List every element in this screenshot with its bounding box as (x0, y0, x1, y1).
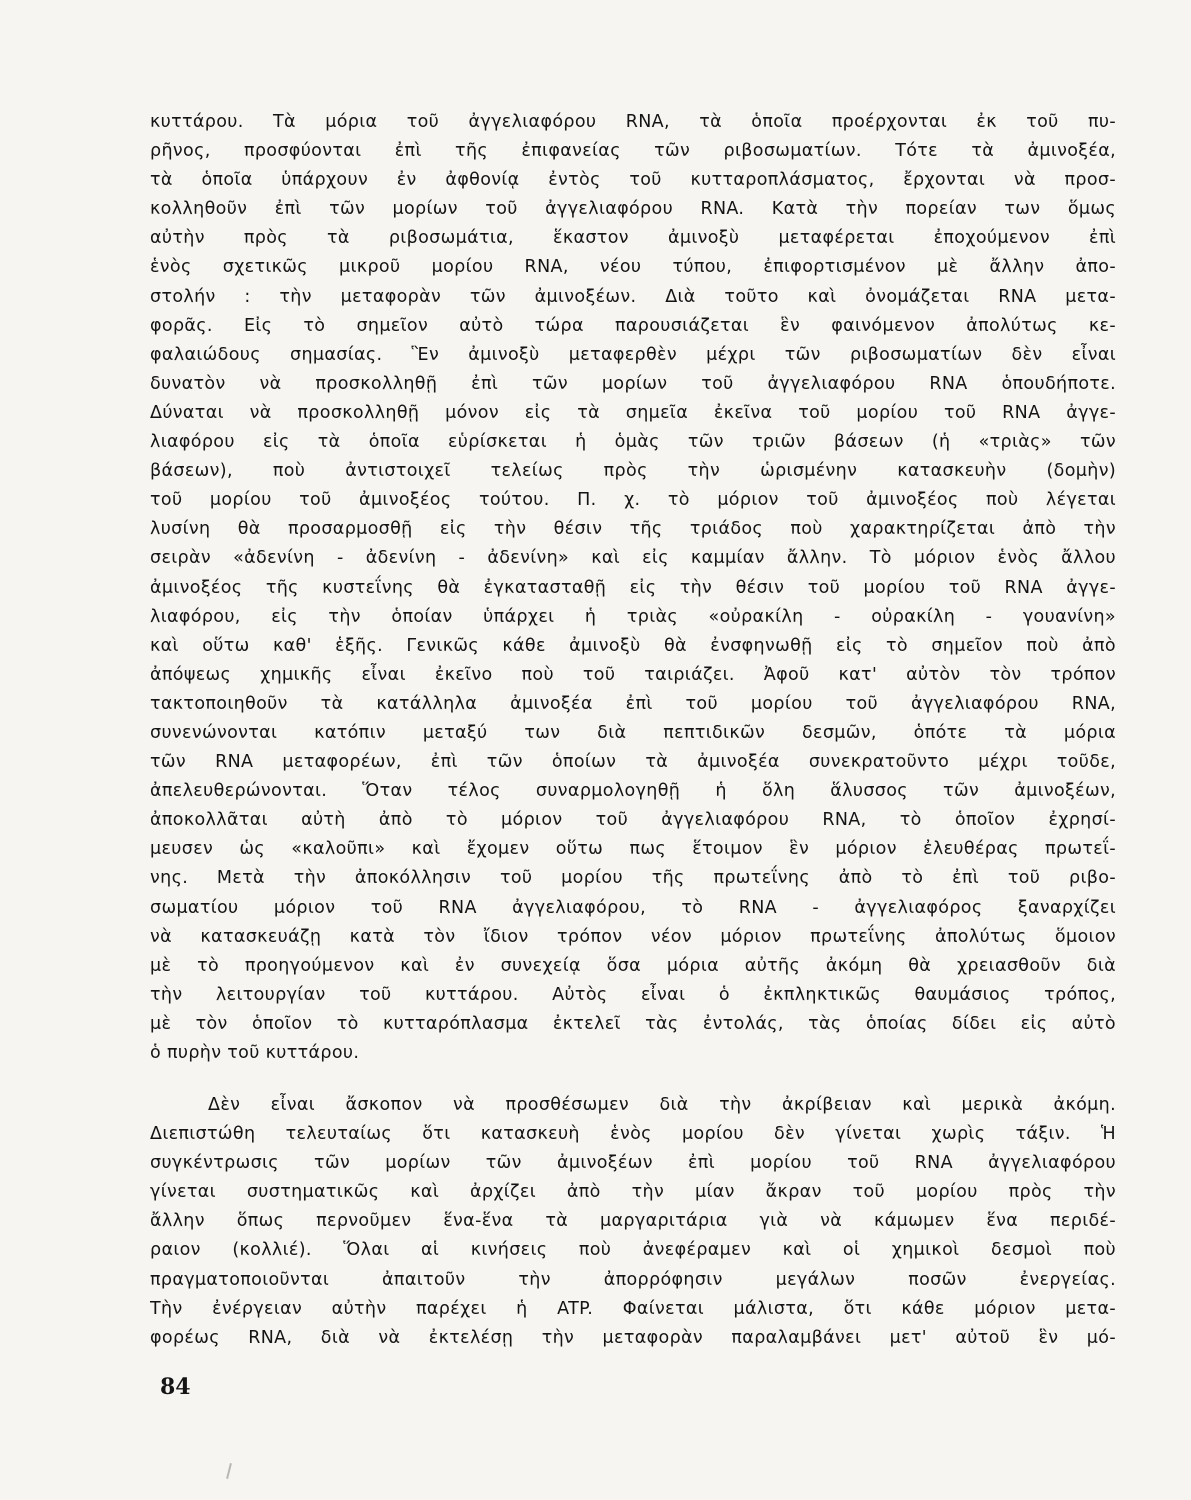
text-line: φορᾶς. Εἰς τὸ σημεῖον αὐτὸ τώρα παρουσιάζεται ἓν φαινόμενον ἀπολύτως κε- (150, 315, 1116, 336)
paragraph-2 (150, 1091, 1116, 1353)
text-line: Δὲν εἶναι ἄσκοπον νὰ προσθέσωμεν διὰ τὴν ἀκρίβειαν καὶ μερικὰ ἀκόμη. (208, 1095, 1116, 1115)
text-line: τῶν RNA μεταφορέων, ἐπὶ τῶν ὁποίων τὰ ἀμινοξέα συνεκρατοῦντο μέχρι τοῦδε, (150, 752, 1116, 773)
text-line: μευσεν ὡς «καλοῦπι» καὶ ἔχομεν οὕτω πως ἕτοιμον ἓν μόριον ἐλευθέρας πρωτεΐ- (150, 839, 1116, 860)
text-line: πραγματοποιοῦνται ἀπαιτοῦν τὴν ἀπορρόφησιν μεγάλων ποσῶν ἐνεργείας. (150, 1269, 1116, 1290)
text-line: μὲ τὸ προηγούμενον καὶ ἐν συνεχείᾳ ὅσα μόρια αὐτῆς ἀκόμη θὰ χρειασθοῦν διὰ (150, 955, 1116, 976)
text-line: ἑνὸς σχετικῶς μικροῦ μορίου RNA, νέου τύπου, ἐπιφορτισμένον μὲ ἄλλην ἀπο- (150, 257, 1116, 278)
text-line: ἄλλην ὅπως περνοῦμεν ἕνα-ἕνα τὰ μαργαριτάρια γιὰ νὰ κάμωμεν ἕνα περιδέ- (150, 1211, 1116, 1232)
text-line: ραιον (κολλιέ). Ὅλαι αἱ κινήσεις ποὺ ἀνεφέραμεν καὶ οἱ χημικοὶ δεσμοὶ ποὺ (150, 1240, 1116, 1261)
text-line: κυττάρου. Τὰ μόρια τοῦ ἀγγελιαφόρου RNA, τὰ ὁποῖα προέρχονται ἐκ τοῦ πυ- (150, 112, 1116, 132)
text-line: νὰ κατασκευάζῃ κατὰ τὸν ἴδιον τρόπον νέον μόριον πρωτεΐνης ἀπολύτως ὅμοιον (150, 926, 1116, 947)
text-line: τὴν λειτουργίαν τοῦ κυττάρου. Αὐτὸς εἶναι ὁ ἐκπληκτικῶς θαυμάσιος τρόπος, (150, 984, 1116, 1005)
text-line: λιαφόρου, εἰς τὴν ὁποίαν ὑπάρχει ἡ τριὰς «οὐρακίλη - οὐρακίλη - γουανίνη» (150, 606, 1116, 627)
text-line: τὰ ὁποῖα ὑπάρχουν ἐν ἀφθονίᾳ ἐντὸς τοῦ κυτταροπλάσματος, ἔρχονται νὰ προσ- (150, 170, 1116, 191)
text-line: αὐτὴν πρὸς τὰ ριβοσωμάτια, ἕκαστον ἀμινοξὺ μεταφέρεται ἐποχούμενον ἐπὶ (150, 228, 1116, 249)
text-line: κολληθοῦν ἐπὶ τῶν μορίων τοῦ ἀγγελιαφόρου RNA. Κατὰ τὴν πορείαν των ὅμως (150, 199, 1116, 220)
text-line: Τὴν ἐνέργειαν αὐτὴν παρέχει ἡ ATP. Φαίνεται μάλιστα, ὅτι κάθε μόριον μετα- (150, 1298, 1116, 1319)
text-line: ἀπελευθερώνονται. Ὅταν τέλος συναρμολογηθῇ ἡ ὅλη ἅλυσσος τῶν ἀμινοξέων, (150, 781, 1116, 802)
text-line: βάσεων), ποὺ ἀντιστοιχεῖ τελείως πρὸς τὴν ὡρισμένην κατασκευὴν (δομὴν) (150, 461, 1116, 482)
text-line: καὶ οὕτω καθ' ἑξῆς. Γενικῶς κάθε ἀμινοξὺ θὰ ἐνσφηνωθῇ εἰς τὸ σημεῖον ποὺ ἀπὸ (150, 635, 1116, 656)
text-line: γίνεται συστηματικῶς καὶ ἀρχίζει ἀπὸ τὴν μίαν ἄκραν τοῦ μορίου πρὸς τὴν (150, 1182, 1116, 1203)
scan-mark (226, 1463, 232, 1479)
text-line: λυσίνη θὰ προσαρμοσθῇ εἰς τὴν θέσιν τῆς τριάδος ποὺ χαρακτηρίζεται ἀπὸ τὴν (150, 519, 1116, 540)
text-line: ὁ πυρὴν τοῦ κυττάρου. (150, 1043, 360, 1063)
text-line: ρῆνος, προσφύονται ἐπὶ τῆς ἐπιφανείας τῶν ριβοσωματίων. Τότε τὰ ἀμινοξέα, (150, 141, 1116, 162)
text-line: ἀπόψεως χημικῆς εἶναι ἐκεῖνο ποὺ τοῦ ταιριάζει. Ἀφοῦ κατ' αὐτὸν τὸν τρόπον (150, 664, 1116, 685)
text-line: συγκέντρωσις τῶν μορίων τῶν ἀμινοξέων ἐπὶ μορίου τοῦ RNA ἀγγελιαφόρου (150, 1153, 1116, 1174)
text-line: Δύναται νὰ προσκολληθῇ μόνον εἰς τὰ σημεῖα ἐκεῖνα τοῦ μορίου τοῦ RNA ἀγγε- (150, 402, 1116, 423)
text-line: ἀποκολλᾶται αὐτὴ ἀπὸ τὸ μόριον τοῦ ἀγγελιαφόρου RNA, τὸ ὁποῖον ἐχρησί- (150, 810, 1116, 831)
paragraph-1 (150, 108, 1116, 1068)
text-line: Διεπιστώθη τελευταίως ὅτι κατασκευὴ ἑνὸς μορίου δὲν γίνεται χωρὶς τάξιν. Ἡ (150, 1124, 1116, 1145)
text-line: τοῦ μορίου τοῦ ἀμινοξέος τούτου. Π. χ. τὸ μόριον τοῦ ἀμινοξέος ποὺ λέγεται (150, 490, 1116, 511)
text-line: τακτοποιηθοῦν τὰ κατάλληλα ἀμινοξέα ἐπὶ τοῦ μορίου τοῦ ἀγγελιαφόρου RNA, (150, 693, 1116, 714)
text-line: λιαφόρου εἰς τὰ ὁποῖα εὑρίσκεται ἡ ὁμὰς τῶν τριῶν βάσεων (ἡ «τριὰς» τῶν (150, 432, 1116, 453)
text-line: μὲ τὸν ὁποῖον τὸ κυτταρόπλασμα ἐκτελεῖ τὰς ἐντολάς, τὰς ὁποίας δίδει εἰς αὐτὸ (150, 1013, 1116, 1034)
text-line: φαλαιώδους σημασίας. Ἓν ἀμινοξὺ μεταφερθὲν μέχρι τῶν ριβοσωματίων δὲν εἶναι (150, 344, 1116, 365)
text-line: στολήν : τὴν μεταφορὰν τῶν ἀμινοξέων. Διὰ τοῦτο καὶ ὀνομάζεται RNA μετα- (150, 286, 1116, 307)
page-number: 84 (160, 1374, 191, 1400)
text-line: φορέως RNA, διὰ νὰ ἐκτελέσῃ τὴν μεταφορὰν παραλαμβάνει μετ' αὐτοῦ ἓν μό- (150, 1327, 1116, 1348)
text-line: δυνατὸν νὰ προσκολληθῇ ἐπὶ τῶν μορίων τοῦ ἀγγελιαφόρου RNA ὁπουδήποτε. (150, 373, 1116, 394)
text-line: σωματίου μόριον τοῦ RNA ἀγγελιαφόρου, τὸ RNA - ἀγγελιαφόρος ξαναρχίζει (150, 897, 1116, 918)
text-line: σειρὰν «ἀδενίνη - ἀδενίνη - ἀδενίνη» καὶ εἰς καμμίαν ἄλλην. Τὸ μόριον ἑνὸς ἄλλου (150, 548, 1116, 569)
text-line: ἀμινοξέος τῆς κυστεΐνης θὰ ἐγκατασταθῇ εἰς τὴν θέσιν τοῦ μορίου τοῦ RNA ἀγγε- (150, 577, 1116, 598)
text-line: νης. Μετὰ τὴν ἀποκόλλησιν τοῦ μορίου τῆς πρωτεΐνης ἀπὸ τὸ ἐπὶ τοῦ ριβο- (150, 868, 1116, 889)
text-line: συνενώνονται κατόπιν μεταξύ των διὰ πεπτιδικῶν δεσμῶν, ὁπότε τὰ μόρια (150, 722, 1116, 743)
